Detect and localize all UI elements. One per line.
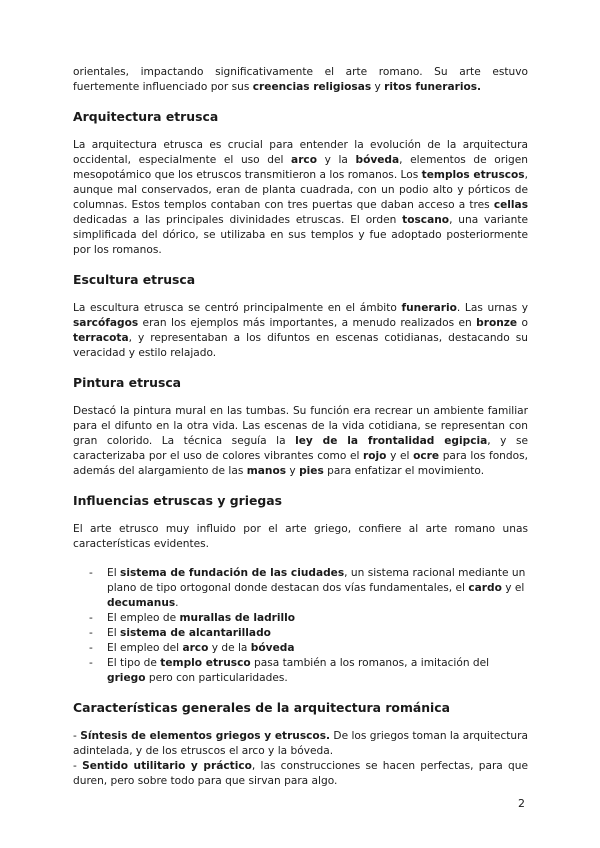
text-run: El — [107, 567, 121, 579]
text-run: , y se caracterizaba por el uso de colores vibrantes como el — [73, 435, 528, 462]
heading-escultura-etrusca: Escultura etrusca — [73, 272, 196, 287]
text-run: La escultura etrusca se centró principalmente en el ámbito — [73, 302, 402, 314]
bold-text-run: sistema de fundación de las ciudades — [120, 567, 345, 579]
paragraph-pintura-etrusca — [73, 404, 528, 479]
text-run: y de la — [208, 642, 251, 654]
bold-text-run: toscano — [402, 214, 450, 226]
bold-text-run: manos — [246, 465, 287, 477]
paragraph-arquitectura-etrusca — [73, 138, 528, 258]
text-run: , aunque mal conservados, eran de planta cuadrada, con un podio alto y pórticos de columnas. Estos templos contaban con tres puertas que daban acceso a tres — [73, 169, 528, 211]
page-number: 2 — [518, 797, 525, 810]
text-run: y el — [501, 582, 525, 594]
heading-arquitectura-etrusca: Arquitectura etrusca — [73, 109, 219, 124]
list-item — [73, 566, 528, 611]
bold-text-run: cardo — [468, 582, 502, 594]
bold-text-run: funerario — [401, 302, 457, 314]
text-run: pero con particularidades. — [145, 672, 288, 684]
list-item — [73, 611, 528, 626]
bold-text-run: terracota — [73, 332, 129, 344]
text-run: dedicadas a las principales divinidades etruscas. El orden — [73, 214, 403, 226]
text-run: y — [286, 465, 300, 477]
bold-text-run: bronze — [476, 317, 518, 329]
text-run: Destacó la pintura mural en las tumbas. Su función era recrear un ambiente familiar para el difunto en la otra vida. Las escenas de la vida cotidiana, se representan con gran colorido. La técnica seguía la — [73, 405, 528, 447]
list-item — [73, 656, 528, 686]
bold-text-run: templos etruscos — [421, 169, 525, 181]
bold-text-run: templo etrusco — [160, 657, 251, 669]
paragraph-influencias: El arte etrusco muy influido por el arte griego, confiere al arte romano unas características evidentes. — [73, 523, 528, 550]
bold-text-run: decumanus — [107, 597, 176, 609]
text-run: El empleo de — [107, 612, 180, 624]
paragraph-escultura-etrusca — [73, 301, 528, 361]
bold-text-run: cellas — [493, 199, 528, 211]
text-run: - — [73, 730, 81, 742]
influences-list — [73, 566, 528, 686]
bold-text-run: creencias religiosas — [252, 81, 372, 93]
text-run: o — [517, 317, 528, 329]
heading-romanica: Características generales de la arquitectura románica — [73, 700, 450, 715]
document-page — [73, 65, 528, 789]
text-run: . Las urnas y — [456, 302, 529, 314]
text-run: para los fondos, además del alargamiento de las — [73, 450, 528, 477]
text-run: y — [371, 81, 385, 93]
bold-text-run: murallas de ladrillo — [179, 612, 296, 624]
bold-text-run: ley de la frontalidad egipcia — [295, 435, 488, 447]
text-run: , y representaban a los difuntos en escenas cotidianas, destacando su veracidad y estilo relajado. — [73, 332, 528, 359]
text-run: - — [73, 760, 83, 772]
text-run: , las construcciones se hacen perfectas, para que duren, pero sobre todo para que sirvan para algo. — [73, 760, 528, 787]
text-run: La arquitectura etrusca es crucial para entender la evolución de la arquitectura occidental, especialmente el uso del — [73, 139, 528, 166]
text-run: orientales, impactando significativamente el arte romano. Su arte estuvo fuertemente influenciado por sus — [73, 66, 528, 93]
bold-text-run: pies — [299, 465, 324, 477]
bold-text-run: sistema de alcantarillado — [120, 627, 271, 639]
heading-influencias: Influencias etruscas y griegas — [73, 493, 282, 508]
text-run: De los griegos toman la arquitectura adintelada, y de los etruscos el arco y la bóveda. — [73, 730, 528, 757]
text-run: pasa también a los romanos, a imitación del — [250, 657, 490, 669]
bold-text-run: arco — [291, 154, 317, 166]
bold-text-run: ocre — [413, 450, 440, 462]
bold-text-run: bóveda — [355, 154, 400, 166]
text-run: . — [175, 597, 179, 609]
text-run: eran los ejemplos más importantes, a menudo realizados en — [138, 317, 477, 329]
bold-text-run: bóveda — [250, 642, 295, 654]
bold-text-run: ritos funerarios. — [384, 81, 482, 93]
bold-text-run: Sentido utilitario y práctico — [82, 760, 252, 772]
bold-text-run: rojo — [363, 450, 387, 462]
heading-pintura-etrusca: Pintura etrusca — [73, 375, 182, 390]
text-run: El tipo de — [107, 657, 161, 669]
bold-text-run: griego — [107, 672, 146, 684]
text-run: , un sistema racional mediante un plano de tipo ortogonal donde destacan dos vías fundamentales, el — [107, 567, 526, 594]
list-item — [73, 626, 528, 641]
text-run: y la — [316, 154, 356, 166]
text-run: El empleo del — [107, 642, 183, 654]
text-run: y el — [386, 450, 414, 462]
text-run: El — [107, 627, 121, 639]
text-run: , elementos de origen mesopotámico que los etruscos transmitieron a los romanos. Los — [73, 154, 528, 181]
text-run: para enfatizar el movimiento. — [323, 465, 485, 477]
bold-text-run: sarcófagos — [73, 317, 139, 329]
romanesque-line — [73, 759, 528, 789]
list-item — [73, 641, 528, 656]
romanesque-line — [73, 729, 528, 759]
text-run: , una variante simplificada del dórico, se utilizaba en sus templos y fue adoptado posteriormente por los romanos. — [73, 214, 528, 256]
bold-text-run: arco — [182, 642, 209, 654]
intro-paragraph — [73, 65, 528, 95]
bold-text-run: Síntesis de elementos griegos y etruscos. — [80, 730, 331, 742]
